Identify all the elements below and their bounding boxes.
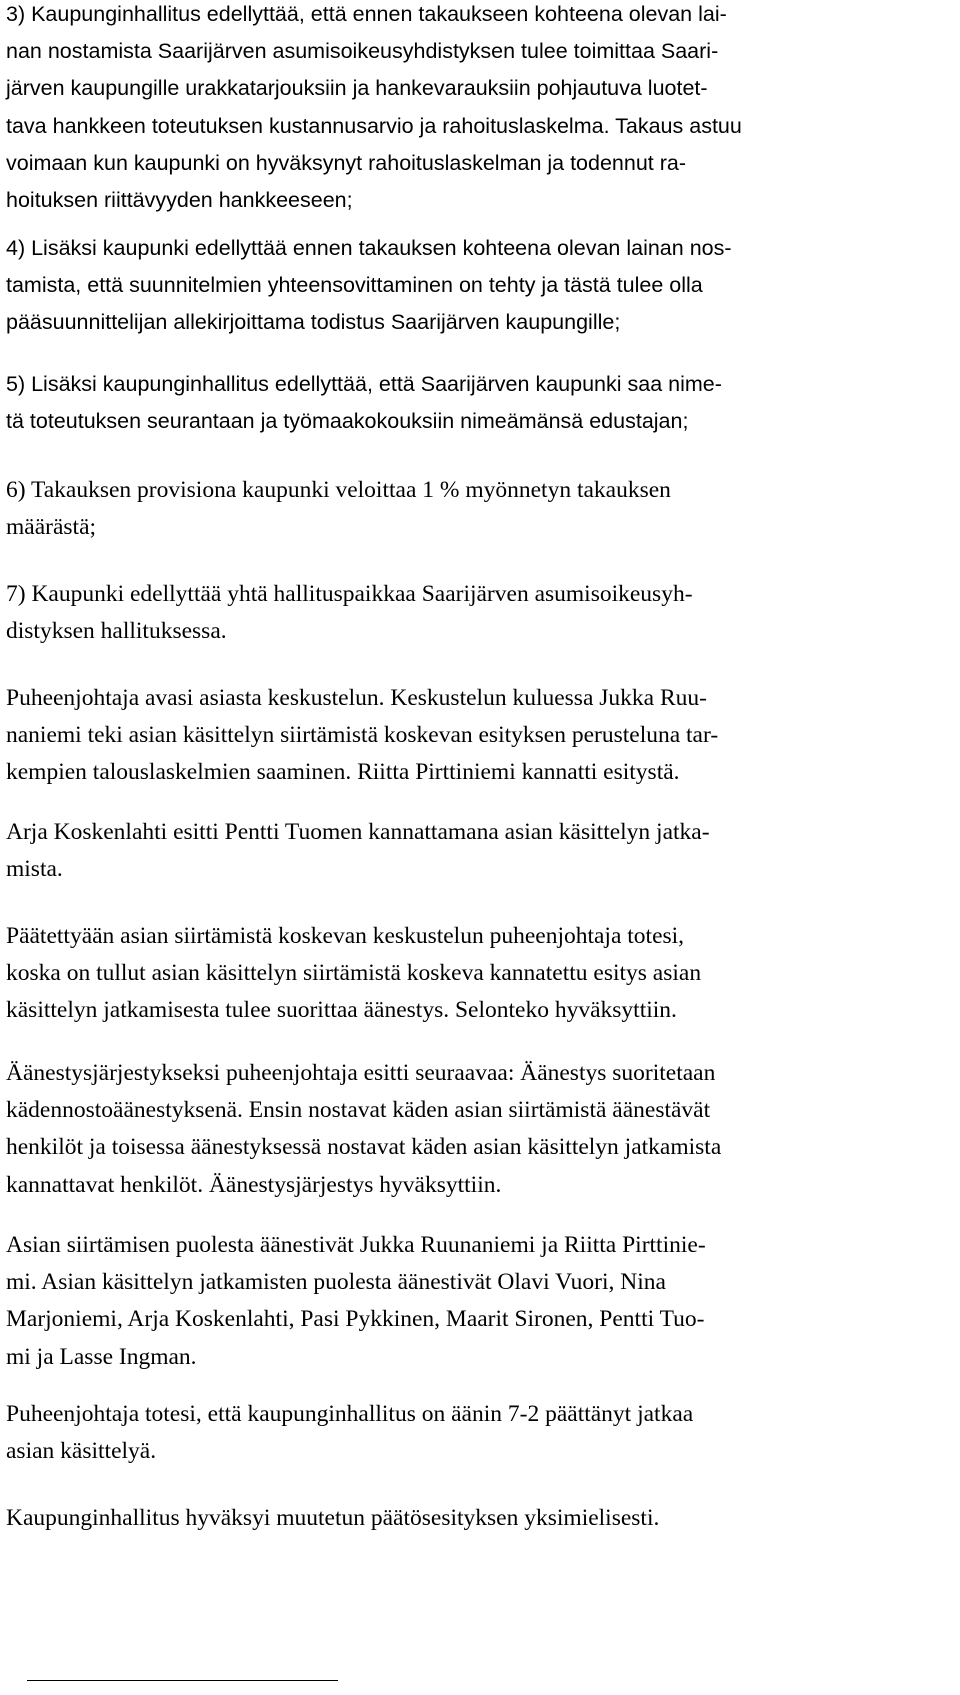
text-line: Kaupunginhallitus hyväksyi muutetun päätösesityksen yksimielisesti. xyxy=(6,1505,660,1531)
paragraph-3 xyxy=(6,0,742,219)
text-line: naniemi teki asian käsittelyn siirtämistä koskevan esityksen perusteluna tar- xyxy=(6,722,719,749)
text-line: pääsuunnittelijan allekirjoittama todistus Saarijärven kaupungille; xyxy=(6,310,621,335)
paragraph-9 xyxy=(6,814,710,888)
paragraph-12 xyxy=(6,1227,706,1376)
paragraph-6 xyxy=(6,472,671,546)
text-line: hoituksen riittävyyden hankkeeseen; xyxy=(6,187,353,212)
text-line: kannattavat henkilöt. Äänestysjärjestys hyväksyttiin. xyxy=(6,1171,502,1198)
paragraph-13 xyxy=(6,1396,693,1470)
text-line: koska on tullut asian käsittelyn siirtämistä koskeva kannatettu esitys asian xyxy=(6,960,702,987)
paragraph-14 xyxy=(6,1500,659,1537)
text-line: 5) Lisäksi kaupunginhallitus edellyttää, että Saarijärven kaupunki saa nime- xyxy=(6,372,722,396)
text-line: 4) Lisäksi kaupunki edellyttää ennen takauksen kohteena olevan lainan nos- xyxy=(6,236,732,260)
text-line: 6) Takauksen provisiona kaupunki veloittaa 1 % myönnetyn takauksen xyxy=(6,477,671,503)
text-line: 7) Kaupunki edellyttää yhtä hallituspaikkaa Saarijärven asumisoikeusyh- xyxy=(6,581,693,607)
text-line: Puheenjohtaja totesi, että kaupunginhallitus on äänin 7-2 päättänyt jatkaa xyxy=(6,1401,694,1427)
paragraph-8 xyxy=(6,680,718,792)
text-line: kädennostoäänestyksenä. Ensin nostavat käden asian siirtämistä äänestävät xyxy=(6,1097,711,1124)
text-line: järven kaupungille urakkatarjouksiin ja hankevarauksiin pohjautuva luotet- xyxy=(6,76,708,101)
text-line: tä toteutuksen seurantaan ja työmaakokouksiin nimeämänsä edustajan; xyxy=(6,409,689,434)
text-line: Päätettyään asian siirtämistä koskevan keskustelun puheenjohtaja totesi, xyxy=(6,923,685,949)
paragraph-10 xyxy=(6,918,701,1030)
text-line: Asian siirtämisen puolesta äänestivät Jukka Ruunaniemi ja Riitta Pirttinie- xyxy=(6,1232,706,1258)
text-line: kempien talouslaskelmien saaminen. Riitta Pirttiniemi kannatti esitystä. xyxy=(6,759,680,786)
text-line: Äänestysjärjestykseksi puheenjohtaja esitti seuraavaa: Äänestys suoritetaan xyxy=(6,1060,716,1086)
text-line: distyksen hallituksessa. xyxy=(6,618,227,645)
text-line: voimaan kun kaupunki on hyväksynyt rahoituslaskelman ja todennut ra- xyxy=(6,150,687,175)
text-line: mi. Asian käsittelyn jatkamisten puolesta äänestivät Olavi Vuori, Nina xyxy=(6,1269,666,1296)
text-line: mi ja Lasse Ingman. xyxy=(6,1343,197,1370)
paragraph-4 xyxy=(6,230,732,342)
text-line: käsittelyn jatkamisesta tulee suorittaa äänestys. Selonteko hyväksyttiin. xyxy=(6,997,677,1024)
text-line: Marjoniemi, Arja Koskenlahti, Pasi Pykkinen, Maarit Sironen, Pentti Tuo- xyxy=(6,1306,705,1333)
paragraph-5 xyxy=(6,366,722,440)
text-line: 3) Kaupunginhallitus edellyttää, että ennen takaukseen kohteena olevan lai- xyxy=(6,2,727,26)
text-line: nan nostamista Saarijärven asumisoikeusyhdistyksen tulee toimittaa Saari- xyxy=(6,39,719,64)
text-line: tava hankkeen toteutuksen kustannusarvio ja rahoituslaskelma. Takaus astuu xyxy=(6,113,742,138)
text-line: Arja Koskenlahti esitti Pentti Tuomen kannattamana asian käsittelyn jatka- xyxy=(6,819,710,845)
text-line: määrästä; xyxy=(6,514,97,541)
divider-line xyxy=(27,1680,338,1681)
paragraph-7 xyxy=(6,576,693,650)
text-line: Puheenjohtaja avasi asiasta keskustelun. Keskustelun kuluessa Jukka Ruu- xyxy=(6,685,707,711)
text-line: asian käsittelyä. xyxy=(6,1438,157,1465)
text-line: tamista, että suunnitelmien yhteensovittaminen on tehty ja tästä tulee olla xyxy=(6,273,703,298)
text-line: mista. xyxy=(6,856,63,883)
paragraph-11 xyxy=(6,1055,721,1204)
text-line: henkilöt ja toisessa äänestyksessä nostavat käden asian käsittelyn jatkamista xyxy=(6,1134,722,1161)
